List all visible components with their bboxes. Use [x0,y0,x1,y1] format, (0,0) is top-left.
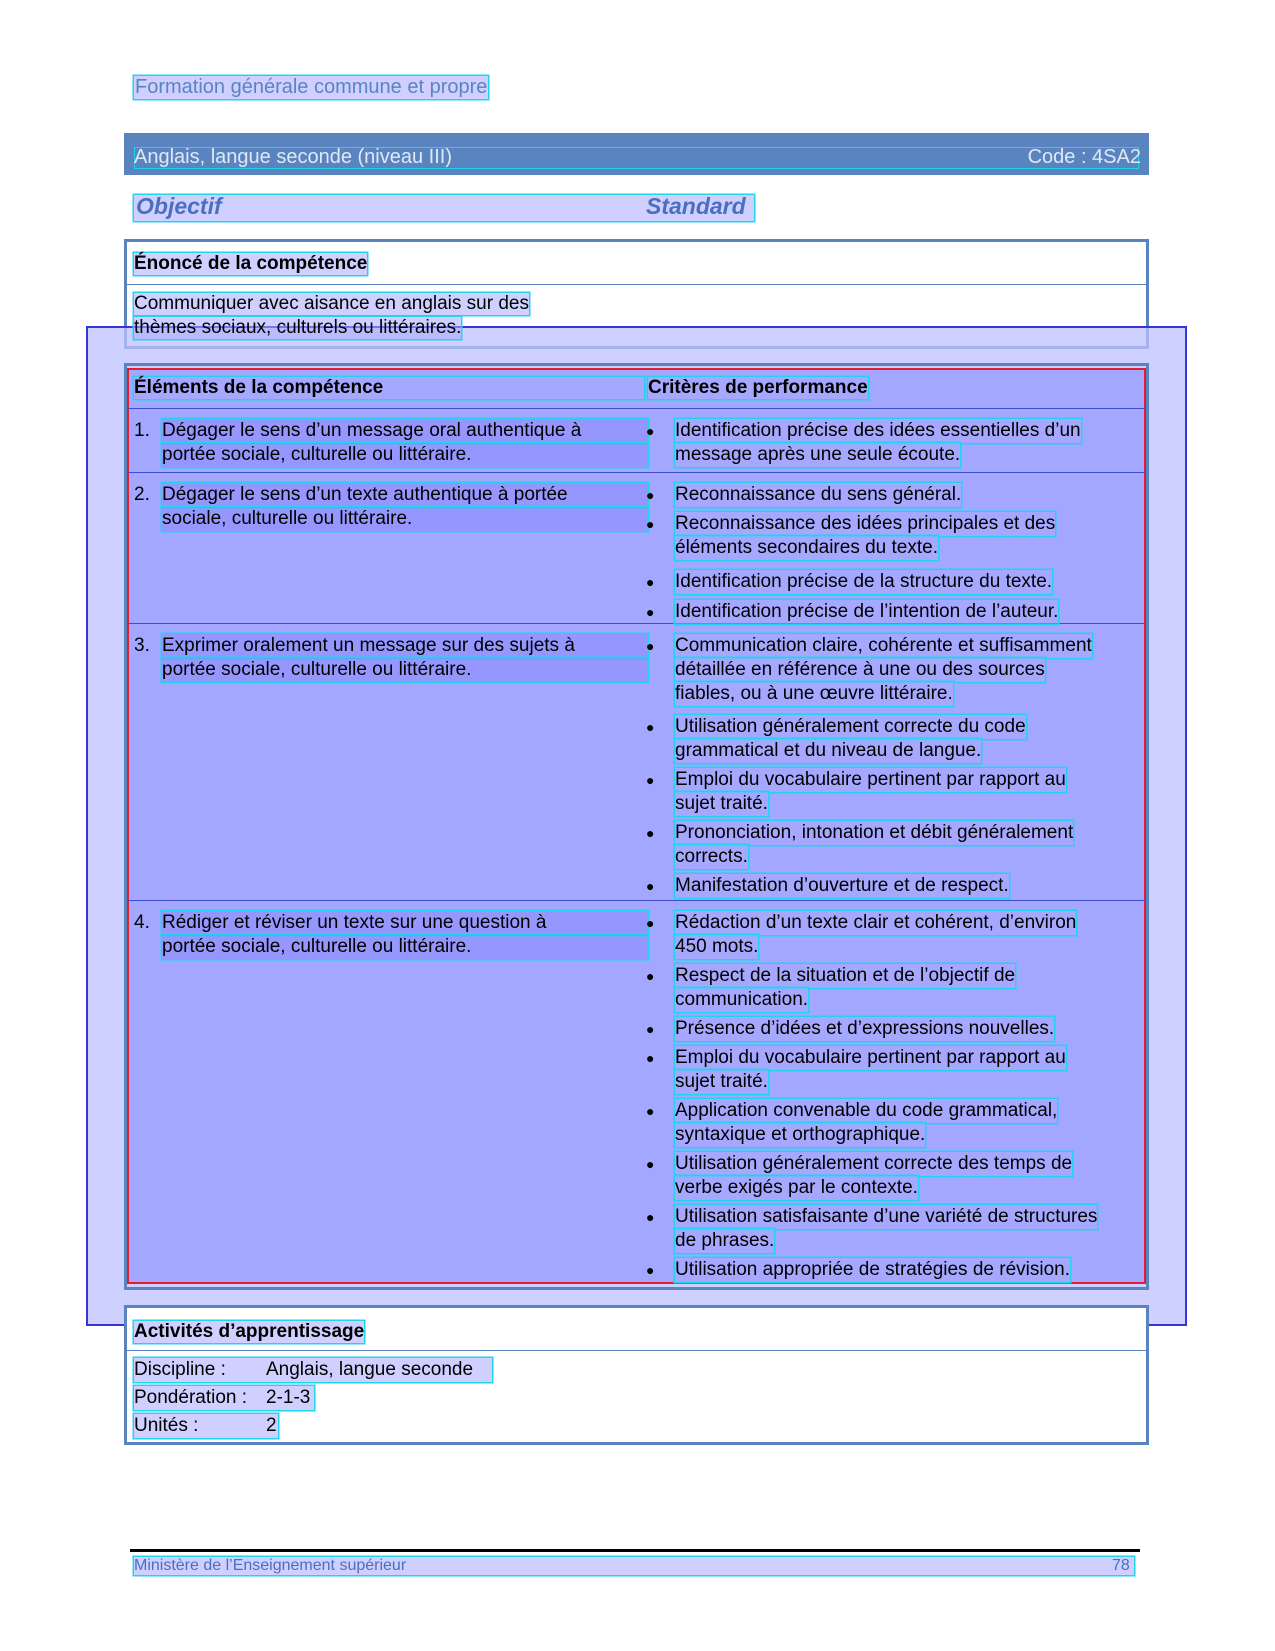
element-number: 2. [134,484,150,505]
element-text: Dégager le sens d’un message oral authentique à [162,419,648,443]
discipline-value: Anglais, langue seconde [266,1359,474,1380]
discipline-label: Discipline : [134,1359,226,1380]
bullet-icon: ● [646,878,655,894]
criterion-text: Rédaction d’un texte clair et cohérent, d’environ [675,912,1077,933]
criterion-text: détaillée en référence à une ou des sources [675,659,1045,680]
element-text: portée sociale, culturelle ou littéraire. [162,443,648,467]
element-number: 3. [134,635,150,656]
ponderation-label: Pondération : [134,1387,248,1408]
bullet-icon: ● [646,915,655,931]
criterion-text: Reconnaissance des idées principales et des [675,513,1056,534]
element-text: Exprimer oralement un message sur des sujets à [162,634,648,658]
element-text: Rédiger et réviser un texte sur une question à [162,911,648,935]
page-header-title: Formation générale commune et propre [135,76,488,98]
criterion-text: syntaxique et orthographique. [675,1124,926,1145]
column-header-elements: Éléments de la compétence [134,377,644,399]
course-name: Anglais, langue seconde (niveau III) [134,146,452,168]
bullet-icon: ● [646,968,655,984]
bullet-icon: ● [646,1209,655,1225]
bullet-icon: ● [646,516,655,532]
element-text: portée sociale, culturelle ou littéraire. [162,935,648,959]
footer-page-number: 78 [1112,1557,1130,1574]
criterion-text: grammatical et du niveau de langue. [675,740,982,761]
footer-rule [130,1549,1140,1552]
competency-statement-heading: Énoncé de la compétence [134,253,368,274]
criterion-text: Emploi du vocabulaire pertinent par rapport au [675,769,1066,790]
units-value: 2 [266,1415,277,1436]
criterion-text: sujet traité. [675,1071,768,1092]
ponderation-row [134,1386,314,1410]
criterion-text: fiables, ou à une œuvre littéraire. [675,683,953,704]
objective-label: Objectif [136,193,222,219]
column-header-criteria: Critères de performance [648,377,868,398]
bullet-icon: ● [646,719,655,735]
criterion-text: sujet traité. [675,793,768,814]
criterion-text: Respect de la situation et de l’objectif de [675,965,1016,986]
bullet-icon: ● [646,604,655,620]
element-text: portée sociale, culturelle ou littéraire. [162,658,648,682]
criterion-text: corrects. [675,846,748,867]
criterion-text: Reconnaissance du sens général. [675,484,962,505]
criterion-text: Emploi du vocabulaire pertinent par rapport au [675,1047,1066,1068]
bullet-icon: ● [646,487,655,503]
criterion-text: éléments secondaires du texte. [675,537,938,558]
criterion-text: Présence d’idées et d’expressions nouvelles. [675,1018,1055,1039]
criterion-text: Identification précise de l’intention de l’auteur. [675,601,1059,622]
criterion-text: Identification précise de la structure du texte. [675,571,1053,592]
criterion-text: Manifestation d’ouverture et de respect. [675,875,1009,896]
units-label: Unités : [134,1415,199,1436]
ponderation-value: 2-1-3 [266,1387,311,1408]
bullet-icon: ● [646,423,655,439]
bullet-icon: ● [646,1103,655,1119]
footer-ministry: Ministère de l’Enseignement supérieur [134,1557,1134,1575]
criterion-text: Application convenable du code grammatical, [675,1100,1058,1121]
element-text: Dégager le sens d’un texte authentique à portée [162,483,648,507]
course-code: Code : 4SA2 [1027,146,1141,168]
criterion-text: Utilisation satisfaisante d’une variété de structures [675,1206,1098,1227]
competency-statement-line: Communiquer avec aisance en anglais sur des [134,293,529,314]
element-number: 4. [134,912,150,933]
bullet-icon: ● [646,1021,655,1037]
criterion-text: communication. [675,989,809,1010]
criterion-text: 450 mots. [675,936,759,957]
criterion-text: Utilisation généralement correcte du code [675,716,1026,737]
criterion-text: Identification précise des idées essentielles d’un [675,420,1081,441]
criterion-text: Communication claire, cohérente et suffisamment [675,635,1092,656]
bullet-icon: ● [646,574,655,590]
criterion-text: de phrases. [675,1230,775,1251]
criterion-text: message après une seule écoute. [675,444,961,465]
element-text: sociale, culturelle ou littéraire. [162,507,648,531]
standard-label: Standard [646,193,746,219]
bullet-icon: ● [646,1156,655,1172]
bullet-icon: ● [646,772,655,788]
criterion-text: Utilisation appropriée de stratégies de révision. [675,1259,1070,1280]
competency-statement-line: thèmes sociaux, culturels ou littéraires. [134,317,462,338]
bullet-icon: ● [646,825,655,841]
units-row [134,1414,278,1438]
bullet-icon: ● [646,1262,655,1278]
discipline-row [134,1358,492,1382]
bullet-icon: ● [646,1050,655,1066]
learning-activities-heading: Activités d’apprentissage [134,1321,365,1342]
bullet-icon: ● [646,638,655,654]
criterion-text: Prononciation, intonation et débit généralement [675,822,1074,843]
criterion-text: Utilisation généralement correcte des temps de [675,1153,1073,1174]
criterion-text: verbe exigés par le contexte. [675,1177,918,1198]
element-number: 1. [134,420,150,441]
